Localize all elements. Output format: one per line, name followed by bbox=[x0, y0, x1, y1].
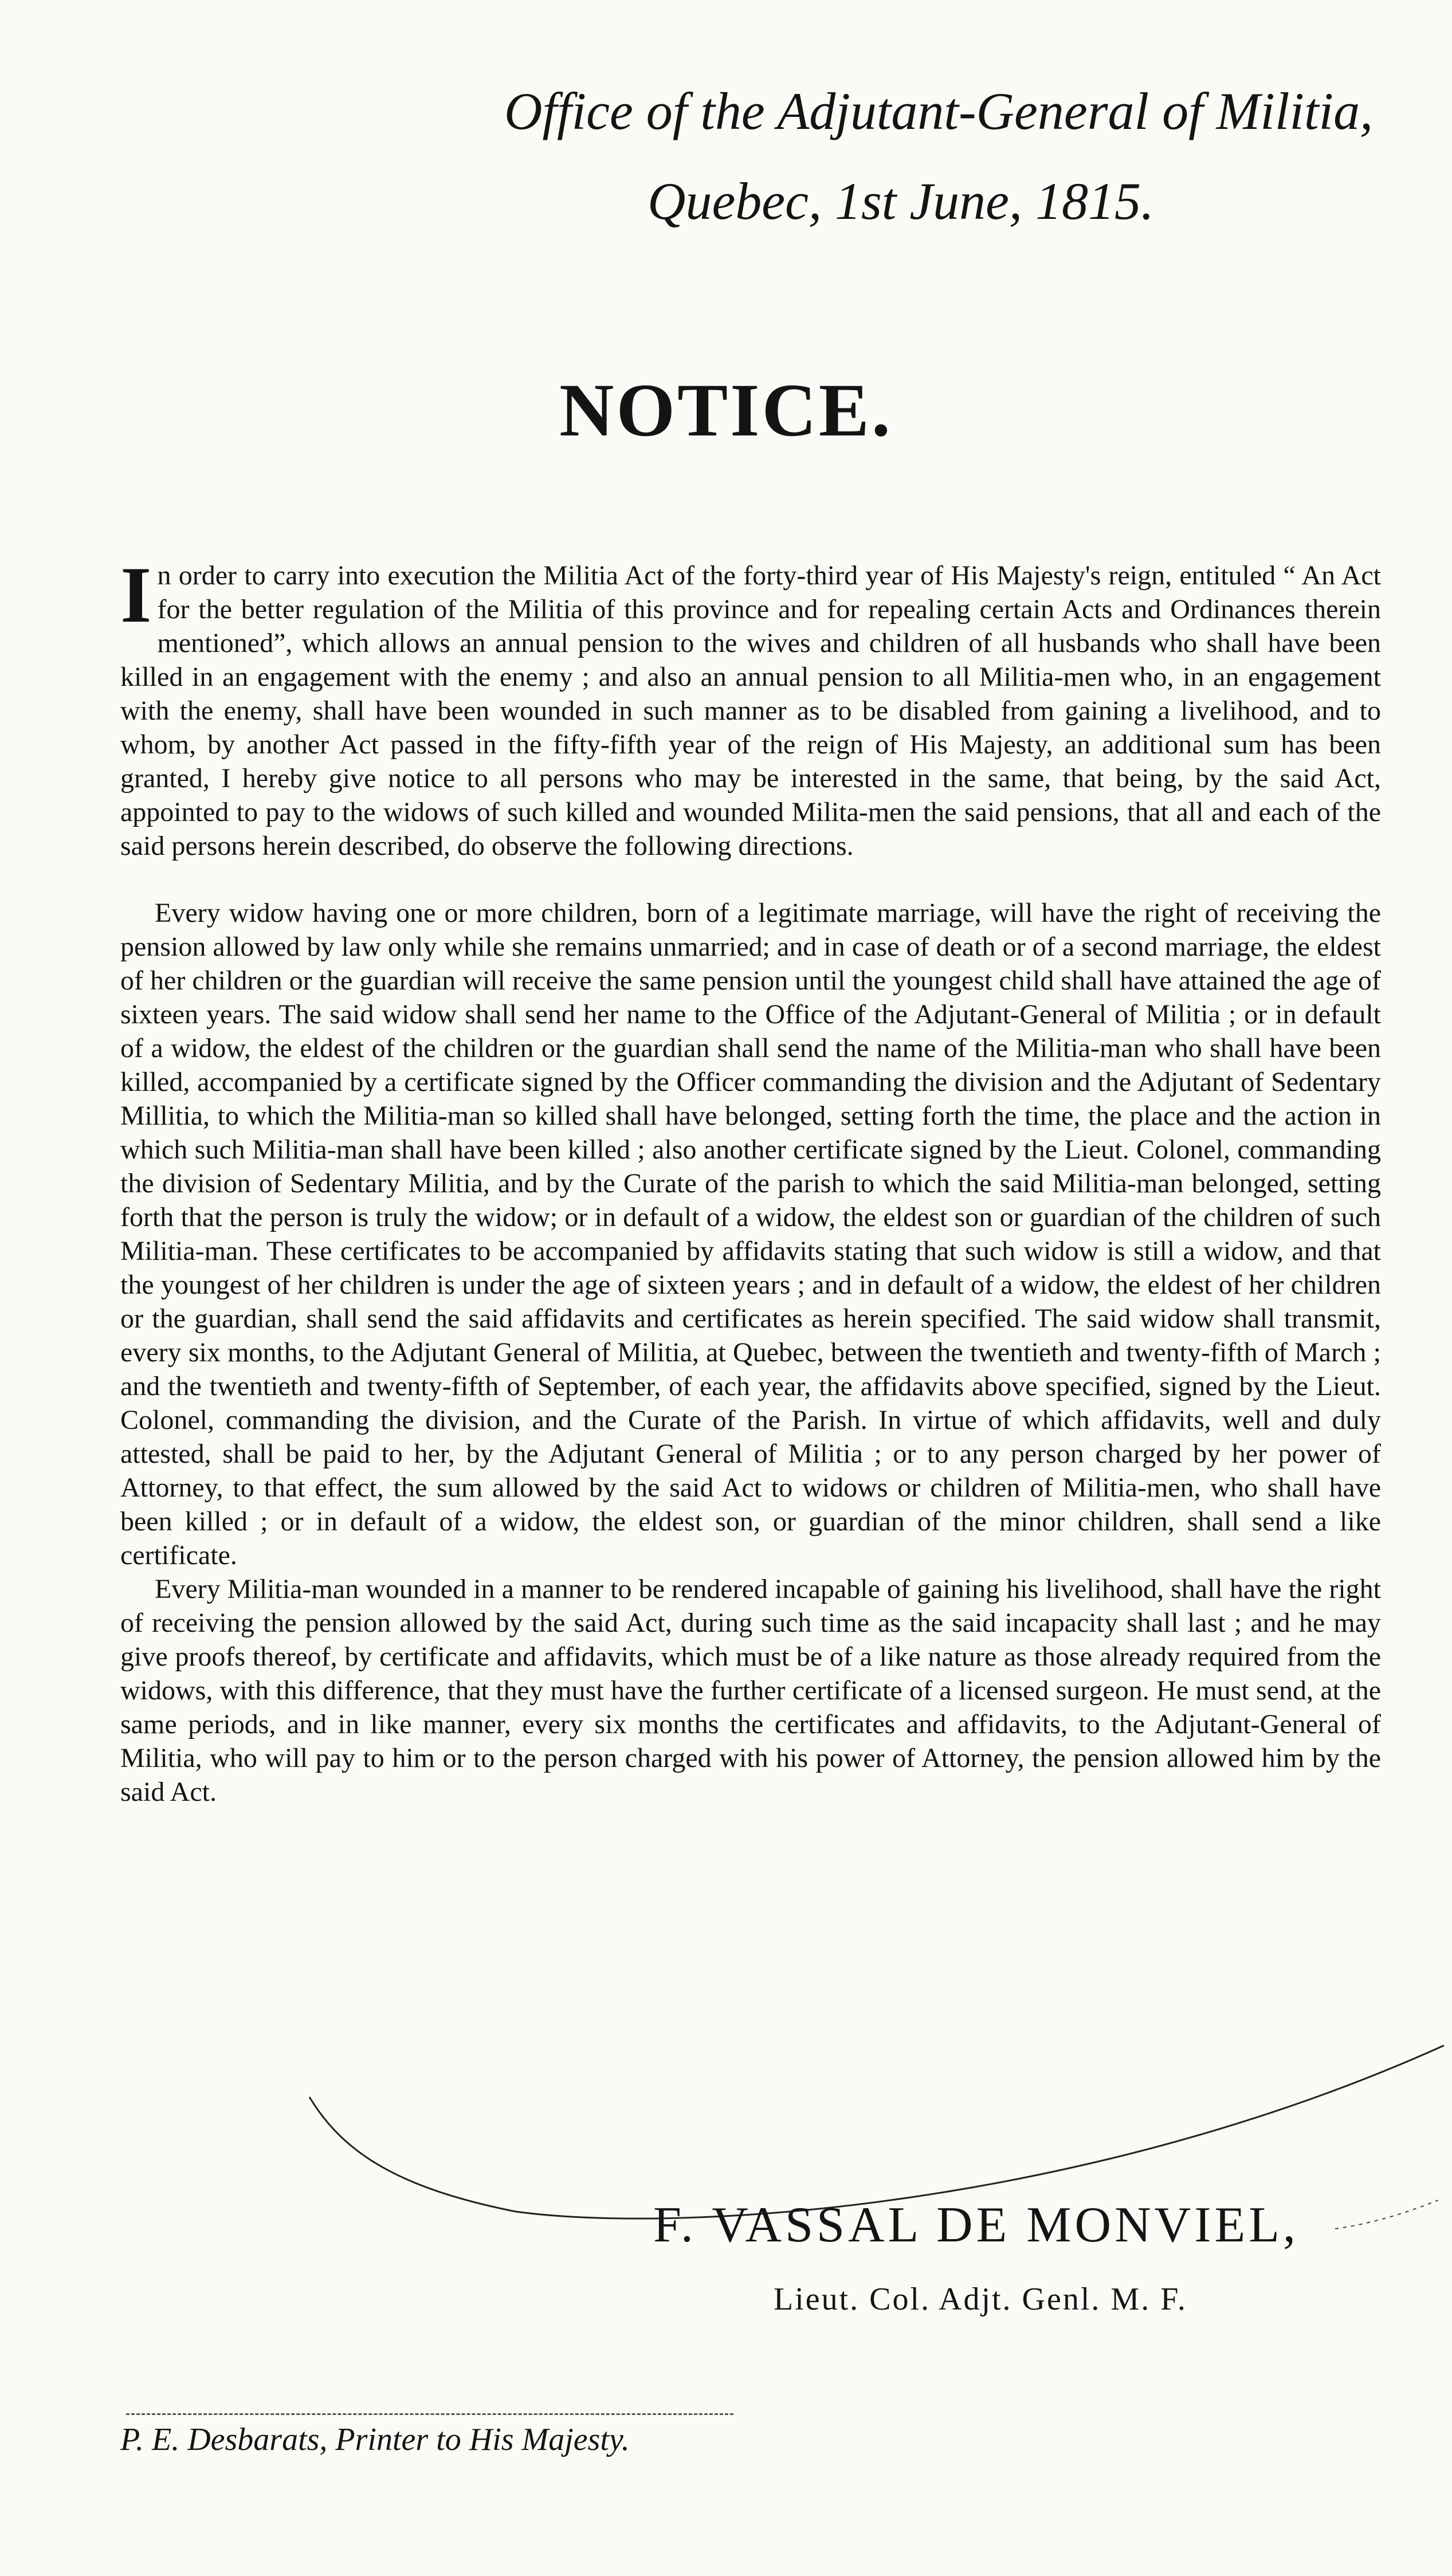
paragraph-widows: Every widow having one or more children, born of a legitimate marriage, will have the right of receiving the pension allowed by law only while she remains unmarried; and in case of death or of a second marriage, the eldest of her children or the guardian will receive the same pension until the youngest child shall have attained the age of sixteen years. The said widow shall send her name to the Office of the Adjutant-General of Militia ; or in default of a widow, the eldest of the children or the guardian shall send the name of the Militia-man who shall have been killed, accompanied by a certificate signed by the Officer commanding the division and the Adjutant of Sedentary Millitia, to which the Militia-man so killed shall have belonged, setting forth the time, the place and the action in which such Militia-man shall have been killed ; also another certificate signed by the Lieut. Colonel, commanding the division of Sedentary Militia, and by the Curate of the parish to which the said Militia-man belonged, setting forth that the person is truly the widow; or in default of a widow, the eldest son or guardian of the children of such Militia-man. These certificates to be accompanied by affidavits stating that such widow is still a widow, and that the youngest of her children is under the age of sixteen years ; and in default of a widow, the eldest of her children or the guardian, shall send the said affidavits and certificates as herein specified. The said widow shall transmit, every six months, to the Adjutant General of Militia, at Quebec, between the twentieth and twenty-fifth of March ; and the twentieth and twenty-fifth of September, of each year, the affidavits above specified, signed by the Lieut. Colonel, commanding the division, and the Curate of the Parish. In virtue of which affidavits, well and duly attested, shall be paid to her, by the Adjutant General of Militia ; or to any person charged by her power of Attorney, to that effect, the sum allowed by the said Act to widows or children of Militia-men, who shall have been killed ; or in default of a widow, the eldest son, or guardian of the minor children, shall send a like certificate. bbox=[120, 898, 1381, 1570]
signatory-title: Lieut. Col. Adjt. Genl. M. F. bbox=[774, 2282, 1187, 2317]
printer-imprint: P. E. Desbarats, Printer to His Majesty. bbox=[120, 2422, 630, 2457]
notice-title: NOTICE. bbox=[559, 368, 893, 452]
paragraph-intro: In order to carry into execution the Militia Act of the forty-third year of His Majesty's reign, entituled “ An Act for the better regulation of the Militia of this province and for repealing certain Acts and Ordinances therein mentioned”, which allows an annual pension to the wives and children of all husbands who shall have been killed in an engagement with the enemy ; and also an annual pension to all Militia-men who, in an engagement with the enemy, shall have been wounded in such manner as to be disabled from gaining a livelihood, and to whom, by another Act passed in the fifty-fifth year of the reign of His Majesty, an additional sum has been granted, I hereby give notice to all persons who may be interested in the same, that being, by the said Act, appointed to pay to the widows of such killed and wounded Milita-men the said pensions, that all and each of the said persons herein described, do observe the following directions. bbox=[120, 551, 1381, 861]
signatory-name: F. VASSAL DE MONVIEL, bbox=[653, 2197, 1299, 2253]
footer-divider bbox=[126, 2413, 733, 2415]
office-heading: Office of the Adjutant-General of Militia, bbox=[504, 82, 1373, 140]
paragraph-wounded: Every Militia-man wounded in a manner to be rendered incapable of gaining his livelihood, shall have the right of receiving the pension allowed by the said Act, during such time as the said incapacity shall last ; and he may give proofs thereof, by certificate and affidavits, which must be of a like nature as those already required from the widows, with this difference, that they must have the further certificate of a licensed surgeon. He must send, at the same periods, and in like manner, every six months the certificates and affidavits, to the Adjutant-General of Militia, who will pay to him or to the person charged with his power of Attorney, the pension allowed him by the said Act. bbox=[120, 1574, 1381, 1807]
dateline: Quebec, 1st June, 1815. bbox=[647, 172, 1154, 230]
